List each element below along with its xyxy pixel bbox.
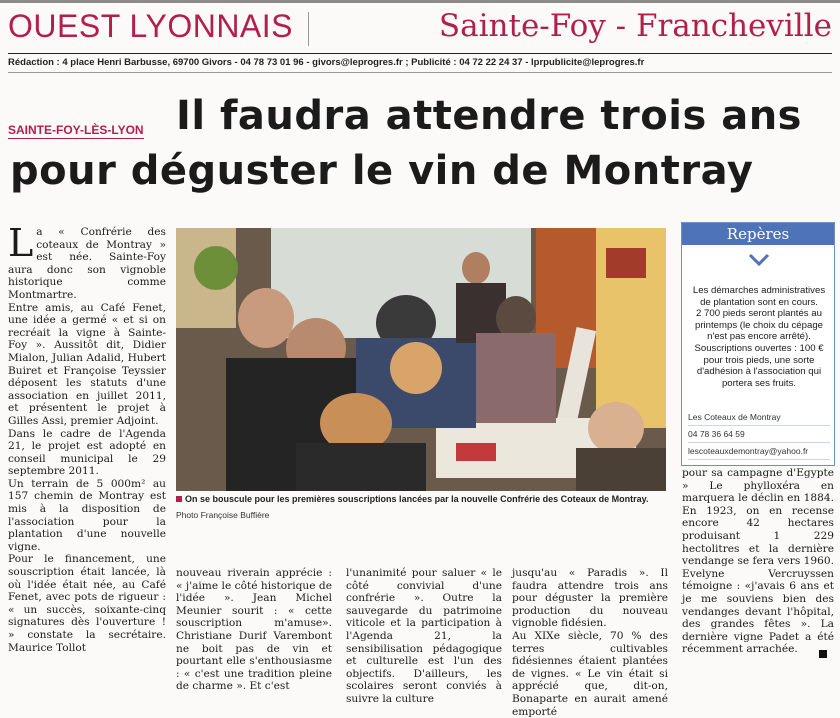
article-column-4 (512, 567, 668, 718)
drop-cap: L (8, 221, 34, 265)
paragraph: Un terrain de 5 000m² au 157 chemin de Montray est mis à la disposition de l'association pour la plantation d'une nouvelle vigne. (8, 477, 166, 553)
contact-rule (8, 72, 832, 73)
paragraph: Dans le cadre de l'Agenda 21, le projet est adopté en conseil municipal le 29 septembre 2011. (8, 427, 166, 478)
reperes-paragraph: Les démarches administratives de plantation sont en cours. (692, 285, 826, 308)
masthead-rule (8, 53, 832, 54)
photo-credit: Photo Françoise Buffière (176, 510, 270, 520)
article-column-2 (176, 567, 332, 693)
article-column-5 (682, 467, 834, 656)
reperes-org: Les Coteaux de Montray (688, 409, 830, 426)
paragraph: Pour le financement, une souscription était lancée, là où l'idée était née, au Café Fenet, avec pots de rigueur : « un succès, soixante-cinq signatures dès l'ouverture ! » constate la secrétaire. Maurice Tollot (8, 553, 166, 654)
section-title: OUEST LYONNAIS (8, 8, 293, 44)
reperes-paragraph: Souscriptions ouvertes : 100 € pour trois pieds, une sorte d'adhésion à l'association qui portera ses fruits. (694, 342, 824, 389)
reperes-email: lescoteauxdemontray@yahoo.fr (688, 443, 830, 460)
article-photo (176, 228, 666, 491)
paragraph: a « Confrérie des coteaux de Montray » est née. Sainte-Foy aura donc son vignoble historique comme Montmartre. (8, 226, 166, 301)
reperes-title: Repères (682, 223, 834, 245)
paragraph: l'unanimité pour saluer « le côté convivial d'une confrérie ». Outre la sauvegarde du patrimoine viticole et la participation à l'Agenda 21, la sensibilisation pédagogique et culturelle est l'un des objectifs. D'ailleurs, les scolaires seront conviés à suivre la culture (346, 567, 502, 705)
reperes-box (681, 222, 835, 466)
locality-title: Sainte-Foy - Francheville (438, 8, 832, 44)
reperes-phone: 04 78 36 64 59 (688, 426, 830, 443)
photo-caption (176, 494, 666, 504)
headline-line-2: pour déguster le vin de Montray (10, 148, 754, 194)
paragraph: pour sa campagne d'Egypte » Le phylloxéra en marquera le déclin en 1884. En 1923, on en recense encore 42 hectares produisant 1 229 hectolitres et la dernière vendange se fera vers 1960. Evelyne Vercruyssen témoigne : «j'avais 6 ans et je me souviens bien des vendanges devant l'hôpital, des grandes fêtes ». La dernière vigne Padet a été récemment arrachée. (682, 467, 834, 656)
top-rule (0, 0, 840, 3)
article-column-1 (8, 221, 166, 654)
masthead-divider (308, 12, 309, 46)
paragraph: Au XIXe siècle, 70 % des terres cultivables fidésiennes étaient plantées de vignes. « Le vin était si apprécié que, dit-on, Bonaparte en aurait amené emporté (512, 629, 668, 718)
caption-text: On se bouscule pour les premières souscriptions lancées par la nouvelle Confrérie des Coteaux de Montray. (185, 494, 649, 504)
paragraph: Entre amis, au Café Fenet, une idée a germé « et si on recréait la vigne à Sainte-Foy ». Aussitôt dit, Didier Mialon, Julian Adalid, Hubert Buiret et Françoise Teyssier déposent les statuts d'une association en juillet 2011, et présentent le projet à Gilles Assi, premier Adjoint. (8, 301, 166, 427)
reperes-paragraph: 2 700 pieds seront plantés au printemps (le choix du cépage n'est pas encore arrêté). (695, 308, 823, 343)
headline-line-1: Il faudra attendre trois ans (176, 93, 802, 139)
chevron-down-icon (748, 253, 770, 267)
paragraph: nouveau riverain apprécie : « j'aime le côté historique de l'idée ». Jean Michel Meunier sourit : « cette souscription m'amuse». Christiane Durif Varembont ne boit pas de vin et pourtant elle s'enthousiasme : « c'est une tradition pleine de charme ». Et c'est (176, 567, 332, 693)
contact-line: Rédaction : 4 place Henri Barbusse, 69700 Givors - 04 78 73 01 96 - givors@leprogres.fr ; Publicité : 04 72 22 24 37 - lprpublicite@leprogres.fr (8, 57, 645, 68)
article-column-3 (346, 567, 502, 706)
article-kicker: SAINTE-FOY-LÈS-LYON (8, 123, 144, 137)
reperes-contact (688, 409, 830, 460)
article-end-mark (819, 650, 827, 658)
reperes-text (688, 285, 830, 389)
caption-bullet-icon (176, 496, 182, 502)
paragraph: jusqu'au « Paradis ». Il faudra attendre trois ans pour déguster la première production du nouveau vignoble fidésien. (512, 567, 668, 630)
